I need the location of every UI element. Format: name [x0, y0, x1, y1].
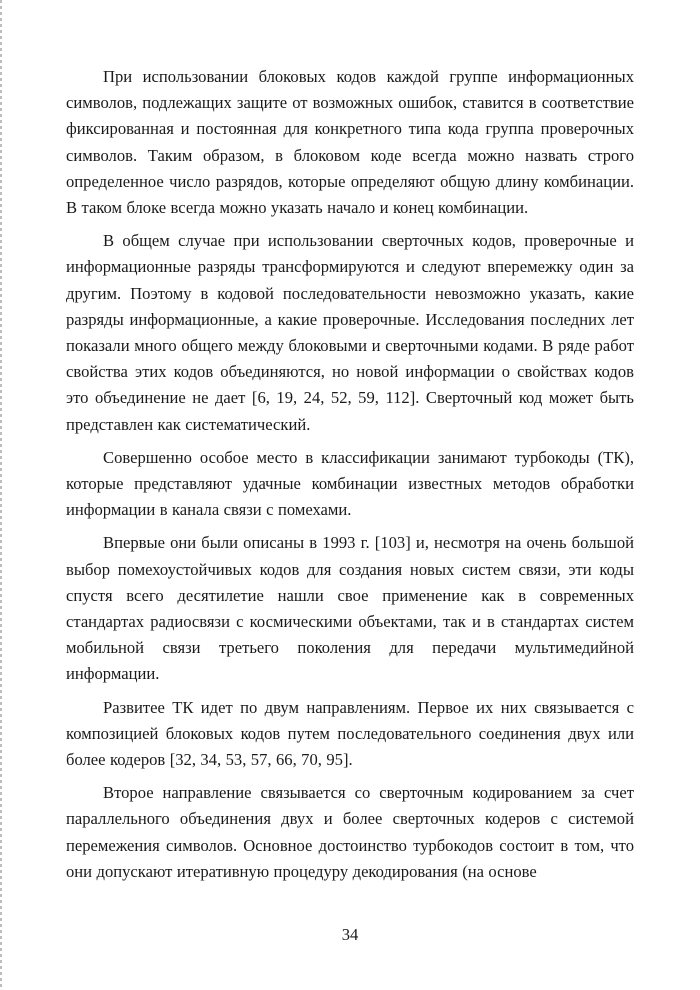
paragraph-first-direction: Развитее ТК идет по двум направлениям. Первое их них связывается с композицией блоковых кодов путем последовательного соединения двух или более кодеров [32, 34, 53, 57, 66, 70, 95].	[66, 697, 634, 770]
paragraph-turbo-codes-history: Впервые они были описаны в 1993 г. [103] и, несмотря на очень большой выбор помехоустойчивых кодов для создания новых систем связи, эти коды спустя всего десятилетие нашли свое применение как в современных стандартах радиосвязи с космическими объектами, так и в стандартах систем мобильной связи третьего поколения для передачи мультимедийной информации.	[66, 533, 634, 684]
paragraph-block-codes: При использовании блоковых кодов каждой группе информационных символов, подлежащих защите от возможных ошибок, ставится в соответствие фиксированная и постоянная для конкретного типа кода группа проверочных символов. Таким образом, в блоковом коде всегда можно назвать строго определенное число разрядов, которые определяют общую длину комбинации. В таком блоке всегда можно указать начало и конец комбинации.	[66, 67, 634, 218]
paragraph-second-direction: Второе направление связывается со сверточным кодированием за счет параллельного объединения двух и более сверточных кодеров с системой перемежения символов. Основное достоинство турбокодов состоит в том, что они допускают итеративную процедуру декодирования (на основе	[66, 783, 634, 881]
paragraph-turbo-codes-intro: Совершенно особое место в классификации занимают турбокоды (ТК), которые представляют удачные комбинации известных методов обработки информации в канала связи с помехами.	[66, 447, 634, 520]
page-edge-marker	[0, 0, 2, 990]
page-body	[66, 64, 634, 885]
page-number: 34	[341, 925, 359, 944]
paragraph-convolutional-codes: В общем случае при использовании сверточных кодов, проверочные и информационные разряды трансформируются и следуют вперемежку один за другим. Поэтому в кодовой последовательности невозможно указать, какие разряды информационные, а какие проверочные. Исследования последних лет показали много общего между блоковыми и сверточными кодами. В ряде работ свойства этих кодов объединяются, но новой информации о свойствах кодов это объединение не дает [6, 19, 24, 52, 59, 112]. Сверточный код может быть представлен как систематический.	[66, 231, 634, 434]
